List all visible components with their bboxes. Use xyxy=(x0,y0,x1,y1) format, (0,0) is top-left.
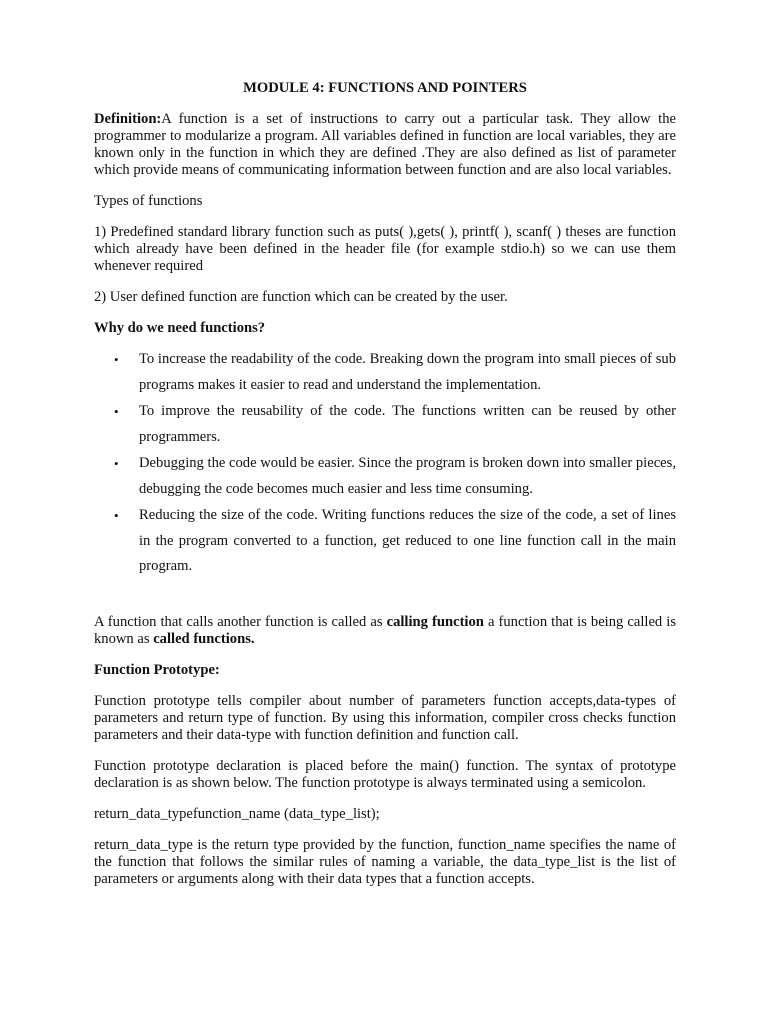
bullet-icon: • xyxy=(114,456,119,471)
reasons-list xyxy=(94,347,676,580)
page-title: MODULE 4: FUNCTIONS AND POINTERS xyxy=(243,80,527,96)
reason-text: Reducing the size of the code. Writing functions reduces the size of the code, a set of lines in the program converted to a function, get reduced to one line function call in the main program. xyxy=(139,507,676,574)
bullet-icon: • xyxy=(114,508,119,523)
definition-label: Definition: xyxy=(94,111,162,127)
prototype-declaration-paragraph: Function prototype declaration is placed before the main() function. The syntax of prototype declaration is as shown below. The function prototype is always terminated using a semicolon. xyxy=(94,757,676,791)
document-page xyxy=(94,80,676,888)
list-item xyxy=(94,503,676,580)
prototype-explanation: return_data_type is the return type provided by the function, function_name specifies the name of the function that follows the similar rules of naming a variable, the data_type_list is the list of parameters or arguments along with their data types that a function accepts. xyxy=(94,836,676,887)
list-item xyxy=(94,399,676,450)
calling-function-paragraph xyxy=(94,614,676,648)
calling-text-1: A function that calls another function is called as xyxy=(94,613,387,630)
reason-text: To increase the readability of the code. Breaking down the program into small pieces of sub programs makes it easier to read and understand the implementation. xyxy=(139,351,676,393)
list-item xyxy=(94,347,676,398)
called-functions-term: called functions. xyxy=(153,630,255,647)
prototype-heading-text: Function Prototype: xyxy=(94,661,220,678)
calling-text-2: a function that is being called is known as xyxy=(94,613,676,647)
type-user-defined: 2) User defined function are function which can be created by the user. xyxy=(94,289,508,305)
prototype-heading xyxy=(94,662,676,679)
definition-text: A function is a set of instructions to carry out a particular task. They allow the programmer to modularize a program. All variables defined in function are local variables, they are known only in the function in which they are defined .They are also defined as list of parameter which provide means of communicating information between function and are also local variables. xyxy=(94,111,676,178)
why-heading: Why do we need functions? xyxy=(94,320,266,336)
prototype-paragraph: Function prototype tells compiler about number of parameters function accepts,data-types of parameters and return type of function. By using this information, compiler cross checks function parameters and their data-type with function definition and function call. xyxy=(94,692,676,743)
calling-function-term: calling function xyxy=(386,613,484,630)
bullet-icon: • xyxy=(114,404,119,419)
reason-text: Debugging the code would be easier. Since the program is broken down into smaller pieces, debugging the code becomes much easier and less time consuming. xyxy=(139,455,676,497)
reason-text: To improve the reusability of the code. The functions written can be reused by other programmers. xyxy=(139,403,676,445)
list-item xyxy=(94,451,676,502)
type-predefined: 1) Predefined standard library function such as puts( ),gets( ), printf( ), scanf( ) theses are function which already have been defined in the header file (for example stdio.h) so we can use them whenever required xyxy=(94,224,676,274)
types-heading: Types of functions xyxy=(94,193,203,209)
definition-paragraph xyxy=(94,111,676,179)
prototype-syntax: return_data_typefunction_name (data_type_list); xyxy=(94,805,380,822)
bullet-icon: • xyxy=(114,352,119,367)
